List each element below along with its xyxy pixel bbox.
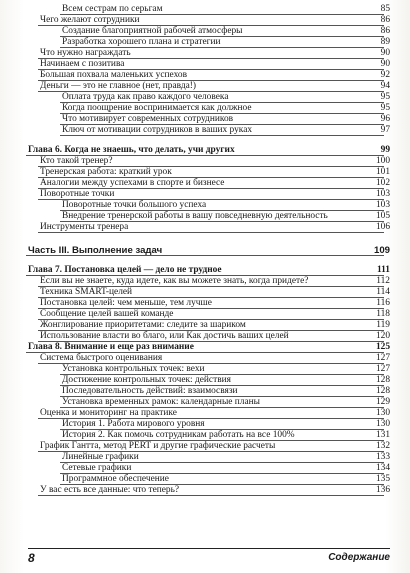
toc-entry-page: 135 <box>375 474 390 484</box>
toc-entry-title: Кто такой тренер? <box>40 156 113 166</box>
toc-chapter <box>0 145 410 156</box>
toc-entry-page: 119 <box>376 320 390 330</box>
toc-entry-title: Создание благоприятной рабочей атмосферы <box>62 26 243 36</box>
toc-spacer <box>0 136 410 145</box>
toc-entry-page: 100 <box>375 156 390 166</box>
toc-entry-page: 103 <box>375 189 390 199</box>
toc-entry-title: Начинаем с позитива <box>40 59 125 69</box>
toc-entry-title: Ключ от мотивации сотрудников в ваших руках <box>62 125 253 135</box>
toc-entry-title: График Гантта, метод PERT и другие графические расчеты <box>40 441 276 451</box>
toc-entry-page: 86 <box>380 15 390 25</box>
toc-entry-page: 85 <box>380 4 390 14</box>
toc-entry-title: Сетевые графики <box>62 463 132 473</box>
toc-entry-page: 90 <box>380 48 390 58</box>
toc-entry-title: Система быстрого оценивания <box>40 353 163 363</box>
toc-entry <box>0 463 410 474</box>
toc-entry-title: Поворотные точки большого успеха <box>62 200 207 210</box>
toc-entry-title: Глава 7. Постановка целей — дело не трудное <box>28 265 222 275</box>
footer-section-title: Содержание <box>328 552 390 563</box>
toc-entry-title: Большая похвала маленьких успехов <box>40 70 188 80</box>
toc-entry-title: История 1. Работа мирового уровня <box>62 419 205 429</box>
toc-entry <box>0 276 410 287</box>
toc-entry-page: 106 <box>375 222 390 232</box>
toc-entry <box>0 408 410 419</box>
page-footer <box>28 548 390 569</box>
toc-entry-title: Последовательность действий: взаимосвязи <box>62 386 238 396</box>
toc-part <box>0 245 410 256</box>
toc-entry-page: 99 <box>380 145 390 155</box>
toc-entry-page: 111 <box>376 265 390 275</box>
toc-entry <box>0 200 410 211</box>
toc-entry-page: 103 <box>375 200 390 210</box>
toc-entry-page: 118 <box>376 309 390 319</box>
toc-chapter <box>0 265 410 276</box>
footer-page-number: 8 <box>28 551 35 565</box>
toc-entry <box>0 375 410 386</box>
toc-entry-page: 96 <box>380 114 390 124</box>
toc-entry-title: Когда поощрение воспринимается как должное <box>62 103 252 113</box>
toc-entry-page: 134 <box>375 463 390 473</box>
toc-entry <box>0 81 410 92</box>
toc-entry <box>0 287 410 298</box>
toc-entry-title: Если вы не знаете, куда идете, как вы можете знать, когда придете? <box>40 276 309 286</box>
toc-entry-page: 127 <box>375 353 390 363</box>
toc-entry <box>0 364 410 375</box>
toc-entry-page: 86 <box>380 26 390 36</box>
toc-entry <box>0 156 410 167</box>
toc-entry-title: История 2. Как помочь сотрудникам работать на все 100% <box>62 430 295 440</box>
toc-entry <box>0 125 410 136</box>
toc-entry-title: Оплата труда как право каждого человека <box>62 92 229 102</box>
toc-entry <box>0 397 410 408</box>
toc-entry <box>0 178 410 189</box>
toc-entry <box>0 474 410 485</box>
toc-entry <box>0 441 410 452</box>
toc-entry-title: У вас есть все данные: что теперь? <box>40 485 180 495</box>
toc-entry <box>0 452 410 463</box>
toc-entry <box>0 59 410 70</box>
toc-entry-title: Использование власти во благо, или Как достичь ваших целей <box>40 331 289 341</box>
toc-entry-page: 129 <box>375 397 390 407</box>
toc-entry-title: Деньги — это не главное (нет, правда!) <box>40 81 197 91</box>
toc-entry <box>0 222 410 233</box>
toc-entry <box>0 189 410 200</box>
toc-entry <box>0 353 410 364</box>
toc-entry <box>0 92 410 103</box>
toc-entry <box>0 114 410 125</box>
toc-entry-title: Разработка хорошего плана и стратегии <box>62 37 221 47</box>
toc-entry-title: Глава 6. Когда не знаешь, что делать, учи других <box>28 145 235 155</box>
toc-entry-title: Глава 8. Внимание и еще раз внимание <box>28 342 194 352</box>
toc-entry-page: 102 <box>375 178 390 188</box>
toc-entry-title: Постановка целей: чем меньше, тем лучше <box>40 298 212 308</box>
toc-entry-page: 128 <box>375 375 390 385</box>
toc-entry-page: 125 <box>375 342 390 352</box>
toc-entry-title: Установка контрольных точек: вехи <box>62 364 205 374</box>
toc-entry <box>0 167 410 178</box>
toc-entry <box>0 419 410 430</box>
toc-entry-page: 112 <box>376 276 390 286</box>
toc-entry-page: 116 <box>376 298 390 308</box>
toc-entry-title: Часть III. Выполнение задач <box>28 245 163 256</box>
toc-entry-title: Оценка и мониторинг на практике <box>40 408 177 418</box>
toc-spacer <box>0 256 410 265</box>
toc-entry-title: Всем сестрам по серьгам <box>62 4 163 14</box>
toc-entry-title: Установка временных рамок: календарные планы <box>62 397 260 407</box>
toc-entry-page: 120 <box>375 331 390 341</box>
toc-entry-page: 128 <box>375 386 390 396</box>
toc-entry-page: 92 <box>380 70 390 80</box>
toc-entry-page: 90 <box>380 59 390 69</box>
toc-entry-page: 105 <box>375 211 390 221</box>
toc-entry-page: 95 <box>380 103 390 113</box>
toc-entry-page: 127 <box>375 364 390 374</box>
toc-entry-title: Что нужно награждать <box>40 48 131 58</box>
toc-entry <box>0 48 410 59</box>
toc-entry-title: Сообщение целей вашей команде <box>40 309 174 319</box>
toc-entry-title: Линейные графики <box>62 452 139 462</box>
toc-entry <box>0 298 410 309</box>
toc-entry <box>0 430 410 441</box>
toc-entry-title: Тренерская работа: краткий урок <box>40 167 172 177</box>
toc-entry-page: 97 <box>380 125 390 135</box>
toc-entry <box>0 15 410 26</box>
toc-entry-title: Достижение контрольных точек: действия <box>62 375 231 385</box>
toc-entry-page: 132 <box>375 441 390 451</box>
toc-entry <box>0 211 410 222</box>
toc-entry <box>0 331 410 342</box>
toc-entry-page: 131 <box>375 430 390 440</box>
toc-entry-page: 101 <box>375 167 390 177</box>
toc-entry <box>0 386 410 397</box>
toc-entry-title: Техника SMART-целей <box>40 287 133 297</box>
toc-entry <box>0 26 410 37</box>
toc-entry <box>0 309 410 320</box>
toc-entry-page: 133 <box>375 452 390 462</box>
toc-entry-title: Поворотные точки <box>40 189 115 199</box>
toc-entry <box>0 485 410 496</box>
table-of-contents <box>0 4 410 496</box>
toc-entry-page: 94 <box>380 81 390 91</box>
toc-entry-title: Жонглирование приоритетами: следите за шариком <box>40 320 246 330</box>
toc-spacer <box>0 233 410 245</box>
toc-entry <box>0 320 410 331</box>
toc-entry-page: 136 <box>375 485 390 495</box>
toc-entry-title: Инструменты тренера <box>40 222 129 232</box>
toc-entry-page: 89 <box>380 37 390 47</box>
toc-chapter <box>0 342 410 353</box>
toc-entry-page: 114 <box>376 287 390 297</box>
toc-entry <box>0 103 410 114</box>
toc-entry-title: Программное обеспечение <box>62 474 169 484</box>
toc-entry-page: 130 <box>375 408 390 418</box>
toc-entry-page: 95 <box>380 92 390 102</box>
toc-entry <box>0 4 410 15</box>
toc-entry-title: Аналогии между успехами в спорте и бизнесе <box>40 178 225 188</box>
toc-entry <box>0 70 410 81</box>
toc-entry-title: Что мотивирует современных сотрудников <box>62 114 234 124</box>
toc-entry-title: Чего желают сотрудники <box>40 15 140 25</box>
toc-entry-page: 130 <box>375 419 390 429</box>
toc-entry-title: Внедрение тренерской работы в вашу повседневную деятельность <box>62 211 328 221</box>
toc-entry <box>0 37 410 48</box>
toc-entry-page: 109 <box>373 245 390 256</box>
